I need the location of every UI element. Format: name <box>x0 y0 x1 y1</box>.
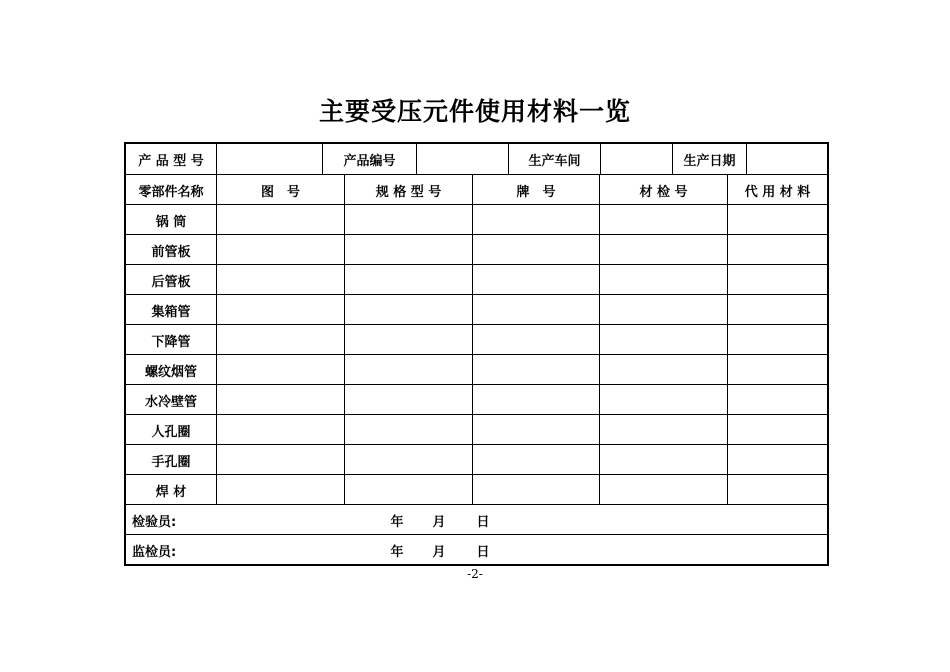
substitute-material-cell[interactable] <box>727 295 827 325</box>
workshop-field[interactable] <box>600 144 672 174</box>
page-title: 主要受压元件使用材料一览 <box>318 97 631 126</box>
product-model-field[interactable] <box>216 144 322 174</box>
spec-model-cell[interactable] <box>344 445 472 475</box>
grade-cell[interactable] <box>472 475 599 505</box>
header-grade: 牌 号 <box>472 175 599 205</box>
drawing-no-cell[interactable] <box>216 445 344 475</box>
spec-model-cell[interactable] <box>344 205 472 235</box>
part-name: 下降管 <box>151 334 191 350</box>
part-name: 后管板 <box>151 274 191 290</box>
substitute-material-cell[interactable] <box>727 415 827 445</box>
table-row <box>126 324 827 355</box>
drawing-no-cell[interactable] <box>216 325 344 355</box>
production-date-label: 生产日期 <box>672 144 746 174</box>
table-row <box>126 444 827 475</box>
product-model-label: 产 品 型 号 <box>138 153 204 169</box>
drawing-no-cell[interactable] <box>216 475 344 505</box>
table-row <box>126 384 827 415</box>
day-label: 日 <box>476 514 490 530</box>
year-label: 年 <box>390 544 404 560</box>
spec-model-cell[interactable] <box>344 385 472 415</box>
drawing-no-cell[interactable] <box>216 355 344 385</box>
table-row <box>126 414 827 445</box>
part-name: 人孔圈 <box>151 424 191 440</box>
part-name: 集箱管 <box>151 304 191 320</box>
production-date-field[interactable] <box>746 144 827 174</box>
grade-cell[interactable] <box>472 355 599 385</box>
materials-table <box>124 142 829 566</box>
part-name: 螺纹烟管 <box>144 364 197 380</box>
material-check-no-cell[interactable] <box>599 445 727 475</box>
material-check-no-cell[interactable] <box>599 355 727 385</box>
supervisor-label: 监检员: <box>132 544 177 560</box>
header-substitute-material: 代 用 材 料 <box>727 175 827 205</box>
inspector-label: 检验员: <box>132 514 177 530</box>
spec-model-cell[interactable] <box>344 415 472 445</box>
product-number-field[interactable] <box>416 144 508 174</box>
material-check-no-cell[interactable] <box>599 235 727 265</box>
grade-cell[interactable] <box>472 445 599 475</box>
month-label: 月 <box>432 514 446 530</box>
page-number: -2- <box>467 567 483 581</box>
drawing-no-cell[interactable] <box>216 265 344 295</box>
grade-cell[interactable] <box>472 265 599 295</box>
material-check-no-cell[interactable] <box>599 295 727 325</box>
table-row <box>126 294 827 325</box>
substitute-material-cell[interactable] <box>727 265 827 295</box>
material-check-no-cell[interactable] <box>599 325 727 355</box>
header-material-check-no: 材 检 号 <box>599 175 727 205</box>
substitute-material-cell[interactable] <box>727 325 827 355</box>
material-check-no-cell[interactable] <box>599 205 727 235</box>
drawing-no-cell[interactable] <box>216 385 344 415</box>
material-check-no-cell[interactable] <box>599 475 727 505</box>
spec-model-cell[interactable] <box>344 265 472 295</box>
table-row <box>126 264 827 295</box>
grade-cell[interactable] <box>472 295 599 325</box>
inspector-signature-row[interactable] <box>126 504 827 535</box>
substitute-material-cell[interactable] <box>727 475 827 505</box>
table-row <box>126 474 827 505</box>
substitute-material-cell[interactable] <box>727 385 827 415</box>
spec-model-cell[interactable] <box>344 325 472 355</box>
substitute-material-cell[interactable] <box>727 355 827 385</box>
drawing-no-cell[interactable] <box>216 295 344 325</box>
workshop-label: 生产车间 <box>508 144 600 174</box>
substitute-material-cell[interactable] <box>727 235 827 265</box>
grade-cell[interactable] <box>472 235 599 265</box>
column-header-row <box>126 174 827 205</box>
substitute-material-cell[interactable] <box>727 205 827 235</box>
table-row <box>126 234 827 265</box>
product-info-row <box>126 144 827 174</box>
part-name: 手孔圈 <box>151 454 191 470</box>
part-name: 前管板 <box>151 244 191 260</box>
part-name: 锅 筒 <box>155 214 187 230</box>
supervisor-signature-row[interactable] <box>126 534 827 565</box>
grade-cell[interactable] <box>472 205 599 235</box>
table-row <box>126 354 827 385</box>
header-part-name: 零部件名称 <box>138 184 204 200</box>
drawing-no-cell[interactable] <box>216 205 344 235</box>
year-label: 年 <box>390 514 404 530</box>
grade-cell[interactable] <box>472 325 599 355</box>
month-label: 月 <box>432 544 446 560</box>
drawing-no-cell[interactable] <box>216 235 344 265</box>
header-spec-model: 规 格 型 号 <box>344 175 472 205</box>
material-check-no-cell[interactable] <box>599 385 727 415</box>
material-check-no-cell[interactable] <box>599 265 727 295</box>
spec-model-cell[interactable] <box>344 295 472 325</box>
material-check-no-cell[interactable] <box>599 415 727 445</box>
substitute-material-cell[interactable] <box>727 445 827 475</box>
grade-cell[interactable] <box>472 415 599 445</box>
product-number-label: 产品编号 <box>322 144 416 174</box>
grade-cell[interactable] <box>472 385 599 415</box>
spec-model-cell[interactable] <box>344 475 472 505</box>
part-name: 焊 材 <box>155 484 187 500</box>
table-row <box>126 204 827 235</box>
header-drawing-no: 图 号 <box>216 175 344 205</box>
part-name: 水冷壁管 <box>144 394 197 410</box>
day-label: 日 <box>476 544 490 560</box>
spec-model-cell[interactable] <box>344 355 472 385</box>
drawing-no-cell[interactable] <box>216 415 344 445</box>
spec-model-cell[interactable] <box>344 235 472 265</box>
